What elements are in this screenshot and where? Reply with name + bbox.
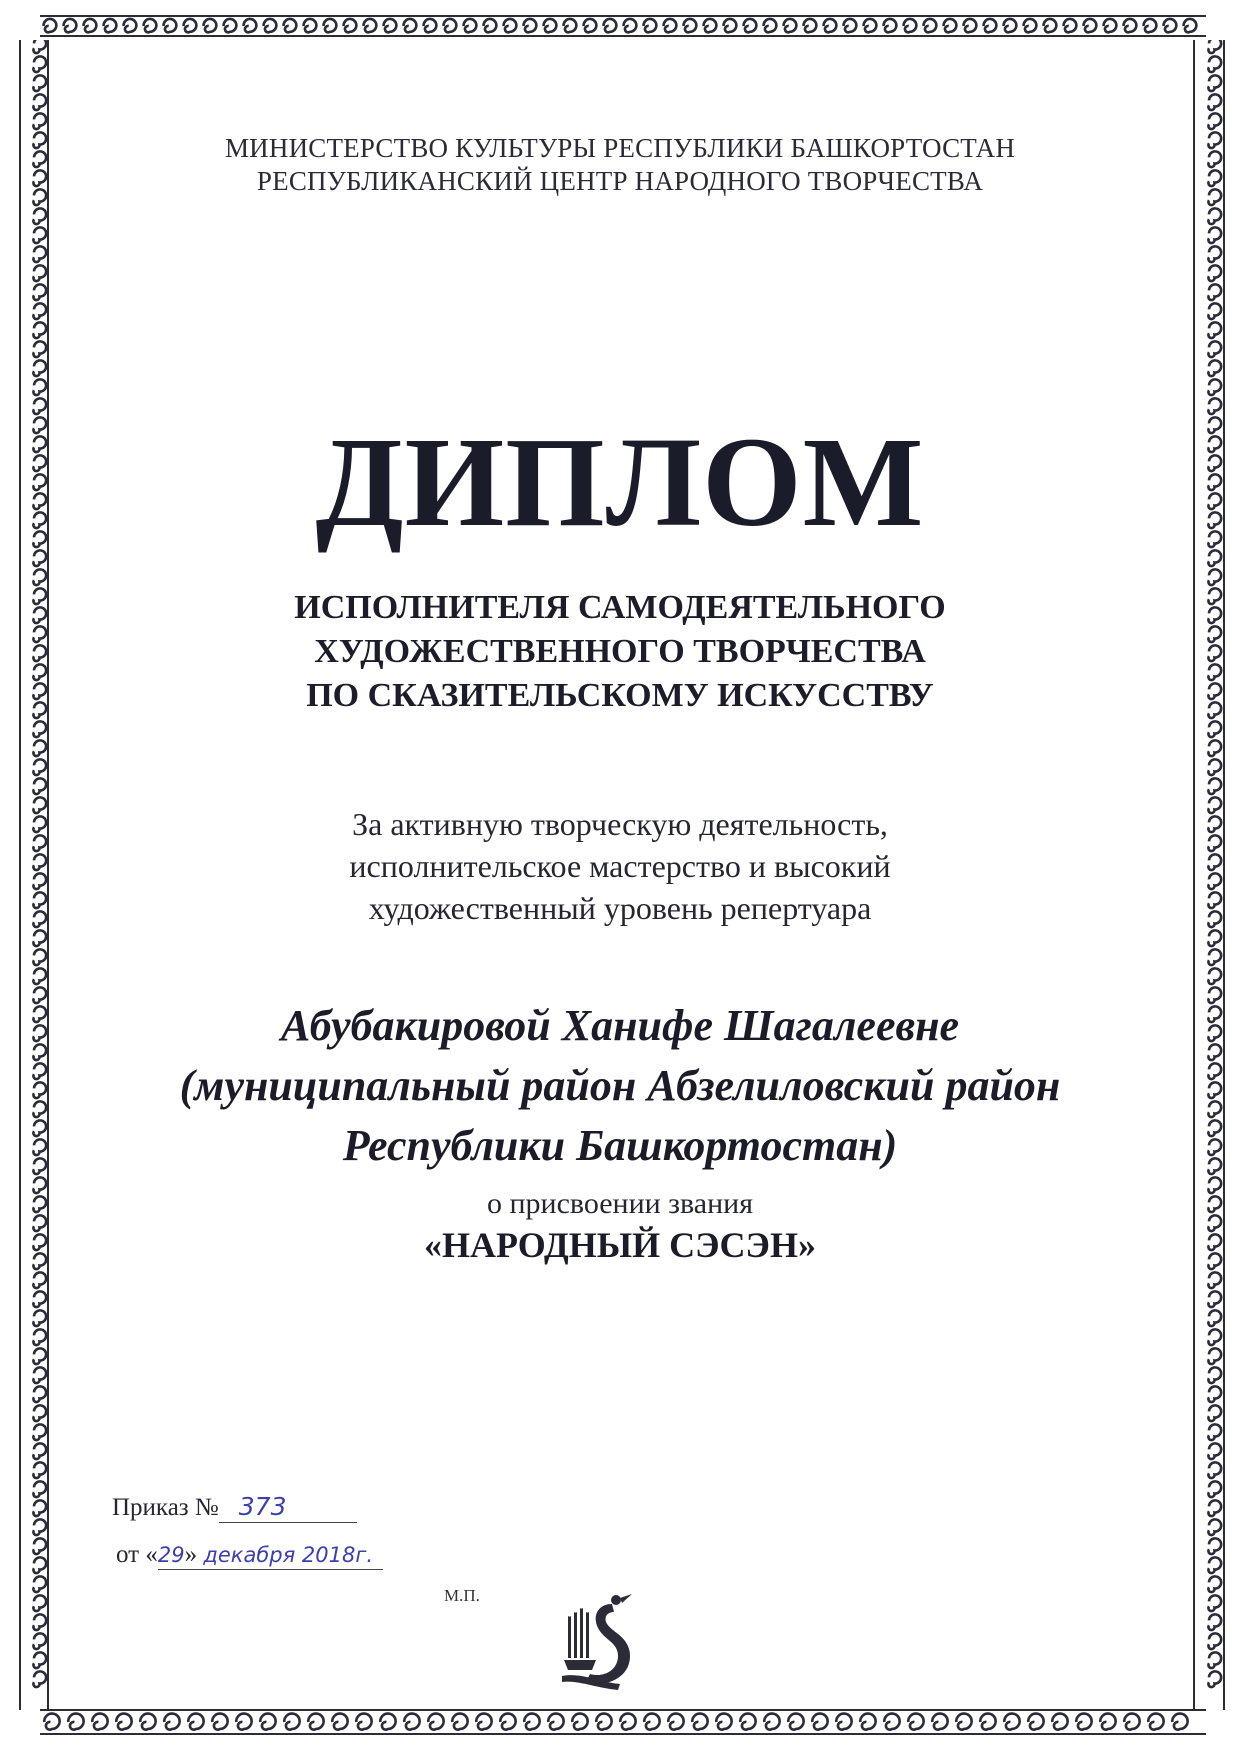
ornament-curl [812,1714,827,1730]
ornament-border-bottom [40,1708,1206,1736]
ornament-curl [1208,1310,1221,1326]
ornament-curl [104,19,117,32]
ornament-curl [596,1714,611,1730]
ornament-curl [784,19,797,32]
ornament-curl [1208,740,1221,756]
ornament-curl [1208,1652,1221,1668]
ornament-curl [964,19,977,32]
ornament-curl [1104,19,1117,32]
ornament-curl [1184,19,1197,32]
award-reason [0,803,1240,929]
ornament-curl [668,1714,683,1730]
ornament-curl [1208,1595,1221,1611]
ornament-curl [33,379,46,395]
ornament-curl [684,19,697,32]
ornament-curl [476,1714,491,1730]
ornament-curl [524,19,537,32]
ornament-curl [33,1519,46,1535]
ornament-curl [33,721,46,737]
ornament-curl [884,19,897,32]
stamp-label: М.П. [444,1586,480,1605]
ornament-curl [324,19,337,32]
ornament-curl [944,19,957,32]
ornament-curl [664,19,677,32]
recipient-name [0,996,1240,1176]
ornament-curl [956,1714,971,1730]
ministry-line: МИНИСТЕРСТВО КУЛЬТУРЫ РЕСПУБЛИКИ БАШКОРТОСТАН [224,133,1016,163]
ornament-curl [33,569,46,585]
ornament-curl [1064,19,1077,32]
ornament-curl [33,1329,46,1345]
ornament-curl [1208,1291,1221,1307]
ornament-curl [1208,398,1221,414]
ornament-curl [33,1576,46,1592]
date-mid: » [184,1541,198,1568]
ornament-curl [864,19,877,32]
award-title: «НАРОДНЫЙ СЭСЭН» [424,1225,816,1265]
ornament-curl [33,94,46,110]
ornament-curl [904,19,917,32]
ornament-border-top [40,14,1206,38]
issuer-header [0,132,1240,198]
ornament-curl [1208,1538,1221,1554]
ornament-curl [33,1405,46,1421]
ornament-curl [500,1714,515,1730]
ornament-curl [33,778,46,794]
ornament-curl [1208,1576,1221,1592]
ornament-curl [33,1538,46,1554]
ornament-curl [1208,75,1221,91]
ornament-curl [740,1714,755,1730]
ornament-curl [1004,19,1017,32]
ornament-curl [548,1714,563,1730]
ornament-curl [1124,1714,1139,1730]
ornament-curl [1044,19,1057,32]
ornament-curl [188,1714,203,1730]
ornament-curl [744,19,757,32]
ornament-curl [464,19,477,32]
ornament-curl [344,19,357,32]
ornament-curl [1208,1405,1221,1421]
ornament-curl [33,1272,46,1288]
ornament-curl [1164,19,1177,32]
ornament-curl [428,1714,443,1730]
ornament-curl [84,19,97,32]
ornament-curl [1208,1633,1221,1649]
ornament-curl [1208,322,1221,338]
ornament-curl [33,550,46,566]
ornament-curl [33,1424,46,1440]
ornament-curl [1208,968,1221,984]
ornament-curl [692,1714,707,1730]
ornament-curl [380,1714,395,1730]
ornament-curl [1208,284,1221,300]
ornament-curl [33,1481,46,1497]
ornament-curl [33,1595,46,1611]
ornament-curl [924,19,937,32]
ornament-curl [33,1652,46,1668]
ornament-curl [33,265,46,281]
ornament-curl [33,1633,46,1649]
ornament-curl [764,1714,779,1730]
ornament-curl [1208,759,1221,775]
ornament-curl [1208,246,1221,262]
ornament-curl [1208,379,1221,395]
ornament-curl [1208,1348,1221,1364]
ornament-curl [836,1714,851,1730]
ornament-curl [184,19,197,32]
date-prefix: от « [116,1541,158,1568]
ornament-curl [484,19,497,32]
order-month-year: декабря 2018г. [203,1543,374,1567]
ornament-curl [33,1348,46,1364]
order-date-field [158,1541,383,1570]
ornament-curl [33,1557,46,1573]
ornament-curl [1208,1462,1221,1478]
center-line: РЕСПУБЛИКАНСКИЙ ЦЕНТР НАРОДНОГО ТВОРЧЕСТВА [256,166,984,196]
ornament-curl [764,19,777,32]
ornament-curl [624,19,637,32]
ornament-curl [44,19,57,32]
ornament-curl [1208,778,1221,794]
ornament-curl [644,1714,659,1730]
order-number-field [219,1492,357,1523]
ornament-curl [1208,303,1221,319]
recipient-line-2: (муниципальный район Абзелиловский район [179,1061,1061,1110]
ornament-curl [1208,1671,1221,1687]
ornament-curl [364,19,377,32]
ornament-curl [1208,550,1221,566]
ornament-curl [33,1614,46,1630]
ornament-curl [1208,949,1221,965]
ornament-curl [33,740,46,756]
ornament-curl [33,208,46,224]
ornament-curl [1208,1519,1221,1535]
ornament-curl [212,1714,227,1730]
ornament-curl [1208,1443,1221,1459]
ornament-curl [33,284,46,300]
ornament-curl [33,1671,46,1687]
ornament-curl [452,1714,467,1730]
ornament-curl [444,19,457,32]
ornament-curl [260,1714,275,1730]
ornament-curl [844,19,857,32]
ornament-curl [164,19,177,32]
ornament-curl [1004,1714,1019,1730]
ornament-curl [33,322,46,338]
ornament-curl [304,19,317,32]
ornament-curl [1024,19,1037,32]
ornament-curl [980,1714,995,1730]
ornament-curl [244,19,257,32]
ornament-curl [1208,1272,1221,1288]
ornament-curl [644,19,657,32]
order-number-line [112,1492,357,1523]
ornament-curl [1208,1500,1221,1516]
ornament-curl [1076,1714,1091,1730]
subtitle-line-1: ИСПОЛНИТЕЛЯ САМОДЕЯТЕЛЬНОГО [294,589,946,626]
ornament-curl [33,56,46,72]
recipient-line-1: Абубакировой Ханифе Шагалеевне [280,1001,960,1050]
ornament-curl [1208,1424,1221,1440]
ornament-curl [33,341,46,357]
ornament-curl [1208,569,1221,585]
ornament-curl [572,1714,587,1730]
ornament-curl [1208,227,1221,243]
ornament-curl [1208,360,1221,376]
ornament-curl [620,1714,635,1730]
ornament-curl [384,19,397,32]
ornament-curl [404,19,417,32]
ornament-curl [1208,208,1221,224]
ornament-curl [404,1714,419,1730]
ornament-curl [33,949,46,965]
ornament-curl [33,1367,46,1383]
ornament-curl [33,303,46,319]
ornament-curl [33,1443,46,1459]
ornament-curl [824,19,837,32]
ornament-curl [884,1714,899,1730]
ornament-curl [1208,1557,1221,1573]
order-label: Приказ № [112,1494,219,1521]
ornament-curl [984,19,997,32]
ornament-curl [1124,19,1137,32]
ornament-curl [33,227,46,243]
ornament-curl [1172,1714,1187,1730]
ornament-curl [1208,40,1221,53]
ornament-curl [33,930,46,946]
ornament-curl [1100,1714,1115,1730]
ornament-curl [1208,1481,1221,1497]
ornament-curl [604,19,617,32]
ornament-curl [1208,94,1221,110]
ornament-curl [1148,1714,1163,1730]
ornament-curl [1208,1367,1221,1383]
ornament-curl [33,360,46,376]
ornament-curl [524,1714,539,1730]
order-number: 373 [238,1492,287,1521]
diploma-subtitle [0,586,1240,718]
ornament-curl [33,75,46,91]
ornament-curl [704,19,717,32]
ornament-curl [33,1386,46,1402]
ornament-curl [564,19,577,32]
ornament-curl [33,1291,46,1307]
diploma-title: ДИПЛОМ [315,411,925,553]
ornament-curl [544,19,557,32]
award-intro: о присвоении звания [486,1187,754,1220]
ornament-curl [1208,1386,1221,1402]
ornament-curl [424,19,437,32]
ornament-curl [44,1714,59,1730]
ornament-curl [908,1714,923,1730]
ornament-curl [33,113,46,129]
ornament-curl [356,1714,371,1730]
ornament-curl [860,1714,875,1730]
ornament-curl [33,968,46,984]
ornament-curl [204,19,217,32]
ornament-curl [724,19,737,32]
recipient-line-3: Республики Башкортостан) [342,1121,898,1170]
reason-line-2: исполнительское мастерство и высокий [349,848,891,884]
swan-logo-icon [560,1586,642,1692]
ornament-curl [1208,113,1221,129]
ornament-curl [1208,341,1221,357]
ornament-curl [116,1714,131,1730]
ornament-curl [1208,1329,1221,1345]
ornament-curl [124,19,137,32]
ornament-curl [1084,19,1097,32]
ornament-curl [284,19,297,32]
ornament-curl [1208,265,1221,281]
ornament-curl [33,1310,46,1326]
ornament-curl [504,19,517,32]
ornament-curl [1208,56,1221,72]
ornament-curl [224,19,237,32]
subtitle-line-3: ПО СКАЗИТЕЛЬСКОМУ ИСКУССТВУ [306,677,934,714]
order-date-line [116,1541,383,1570]
ornament-curl [236,1714,251,1730]
ornament-curl [1028,1714,1043,1730]
ornament-curl [788,1714,803,1730]
ornament-curl [33,398,46,414]
ornament-curl [1052,1714,1067,1730]
ornament-curl [308,1714,323,1730]
ornament-curl [33,1500,46,1516]
ornament-curl [1208,930,1221,946]
ornament-curl [92,1714,107,1730]
ornament-curl [33,1462,46,1478]
ornament-curl [1208,1614,1221,1630]
reason-line-1: За активную творческую деятельность, [352,806,888,842]
ornament-curl [284,1714,299,1730]
ornament-curl [33,759,46,775]
ornament-curl [144,19,157,32]
ornament-curl [33,246,46,262]
ornament-curl [68,1714,83,1730]
reason-line-3: художественный уровень репертуара [368,890,872,926]
ornament-curl [1208,721,1221,737]
order-day: 29 [157,1543,185,1567]
ornament-curl [804,19,817,32]
ornament-curl [140,1714,155,1730]
ornament-curl [164,1714,179,1730]
ornament-curl [33,40,46,53]
subtitle-line-2: ХУДОЖЕСТВЕННОГО ТВОРЧЕСТВА [314,633,926,670]
ornament-curl [1144,19,1157,32]
ornament-curl [584,19,597,32]
ornament-curl [716,1714,731,1730]
ornament-curl [64,19,77,32]
ornament-curl [332,1714,347,1730]
ornament-curl [264,19,277,32]
ornament-curl [932,1714,947,1730]
